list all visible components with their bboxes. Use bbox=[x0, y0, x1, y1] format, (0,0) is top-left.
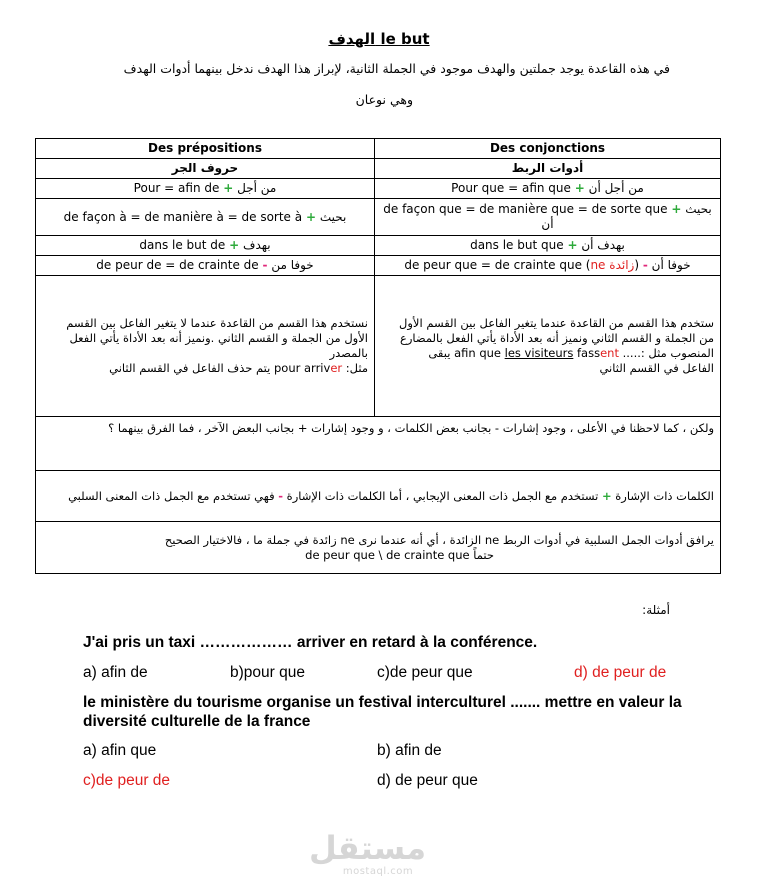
title-french: le but bbox=[380, 30, 430, 48]
question-2: le ministère du tourisme organise un festival interculturel ....... mettre en valeur la diversité culturelle de la france bbox=[83, 694, 682, 730]
prep-row-2: de façon à = de manière à = de sorte à + بحيث bbox=[36, 199, 375, 236]
conj-description: ستخدم هذا القسم من القاعدة عندما يتغير الفاعل بين القسم الأول من الجملة و القسم الثاني ونميز أنه بعد الأداة يأتي الفعل بالمضارع المنصوب مثل :..... afin que les visiteurs fassent يبقى الفاعل في القسم الثاني bbox=[375, 276, 721, 417]
conj-row-2: de façon que = de manière que = de sorte que + بحيث أن bbox=[375, 199, 721, 236]
q1-option-b[interactable]: b)pour que bbox=[230, 664, 305, 681]
header-prepositions: Des prépositions bbox=[36, 139, 375, 159]
prep-row-3: dans le but de + بهدف bbox=[36, 236, 375, 256]
note-ne-explicatif: يرافق أدوات الجمل السلبية في أدوات الربط ne الزائدة ، أي أنه عندما نرى ne زائدة في جملة ما ، فالاختيار الصحيح حتماً de peur que \ de crainte que bbox=[36, 522, 721, 574]
mostaql-watermark: مستقل mostaql.com bbox=[308, 829, 426, 877]
title-arabic: الهدف bbox=[328, 30, 376, 48]
q2-option-b[interactable]: b) afin de bbox=[377, 742, 442, 759]
note-signs-question: ولكن ، كما لاحظنا في الأعلى ، وجود إشارات - بجانب بعض الكلمات ، و وجود إشارات + بجانب البعض الآخر ، فما الفرق بينهما ؟ bbox=[36, 417, 721, 471]
note-signs-answer: الكلمات ذات الإشارة + تستخدم مع الجمل ذات المعنى الإيجابي ، أما الكلمات ذات الإشارة - فهي تستخدم مع الجمل ذات المعنى السلبي bbox=[36, 471, 721, 522]
prep-row-4: de peur de = de crainte de - خوفا من bbox=[36, 256, 375, 276]
header-conjonctions-ar: أدوات الربط bbox=[375, 159, 721, 179]
q1-option-c[interactable]: c)de peur que bbox=[377, 664, 473, 681]
conj-row-4: de peur que = de crainte que (ne زائدة) - خوفا أن bbox=[375, 256, 721, 276]
conj-row-1: Pour que = afin que + من أجل أن bbox=[375, 179, 721, 199]
q2-option-c-correct[interactable]: c)de peur de bbox=[83, 772, 171, 789]
prep-row-1: Pour = afin de + من أجل bbox=[36, 179, 375, 199]
q1-option-a[interactable]: a) afin de bbox=[83, 664, 148, 681]
header-prepositions-ar: حروف الجر bbox=[36, 159, 375, 179]
header-conjonctions: Des conjonctions bbox=[375, 139, 721, 159]
question-1: J'ai pris un taxi ……………… arriver en retard à la conférence. bbox=[83, 634, 538, 651]
rules-table bbox=[35, 138, 721, 574]
q1-option-d-correct[interactable]: d) de peur de bbox=[574, 664, 667, 681]
intro-line-1: في هذه القاعدة يوجد جملتين والهدف موجود في الجملة الثانية، لإبراز هذا الهدف ندخل بينهما أدوات الهدف bbox=[123, 61, 670, 76]
prep-description: نستخدم هذا القسم من القاعدة عندما لا يتغير الفاعل بين القسم الأول من الجملة و القسم الثاني .ونميز أنه بعد الأداة يأتي الفعل بالمصدر مثل: pour arriver يتم حذف الفاعل في القسم الثاني bbox=[36, 276, 375, 417]
q2-option-a[interactable]: a) afin que bbox=[83, 742, 157, 759]
conj-row-3: dans le but que + بهدف أن bbox=[375, 236, 721, 256]
intro-line-2: وهي نوعان bbox=[355, 92, 413, 107]
examples-label: أمثلة: bbox=[642, 603, 670, 617]
page-title bbox=[0, 30, 758, 48]
q2-option-d[interactable]: d) de peur que bbox=[377, 772, 478, 789]
